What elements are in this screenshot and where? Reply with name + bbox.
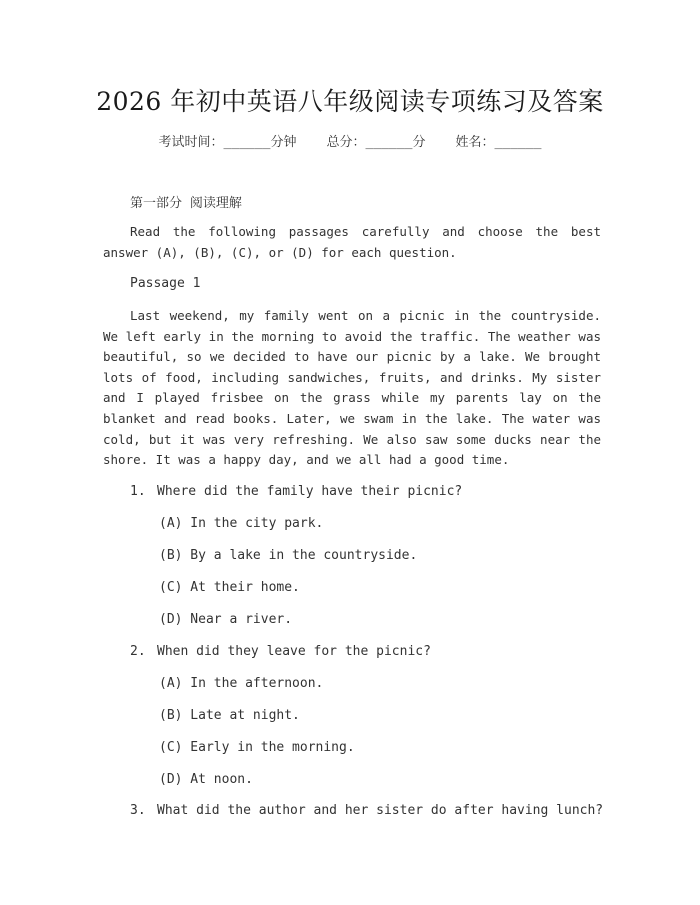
exam-time-field: 考试时间：______分钟 [158,135,297,150]
question-number: 1. [130,484,146,499]
student-name-field: 姓名：______ [455,135,542,150]
total-score-field: 总分：______分 [326,135,426,150]
question-1-option-b: (B) By a lake in the countryside. [159,548,418,563]
question-2-option-b: (B) Late at night. [159,708,300,723]
question-2-option-a: (A) In the afternoon. [159,676,324,691]
passage-text: Last weekend, my family went on a picnic in the countryside. We left early in the morning to avoid the traffic. The weather was beautiful, so we decided to have our picnic by a lake. We brought lots of food, including sandwiches, fruits, and drinks. My sister and I played frisbee on the grass while my parents lay on the blanket and read books. Later, we swam in the lake. The water was cold, but it was very refreshing. We also saw some ducks near the shore. It was a happy day, and we all had a good time. [103,308,601,468]
question-2-option-d: (D) At noon. [159,772,253,787]
question-3 [130,803,603,818]
question-number: 2. [130,644,146,659]
question-1-option-a: (A) In the city park. [159,516,324,531]
question-1-option-c: (C) At their home. [159,580,300,595]
exam-meta [0,131,700,150]
question-text: Where did the family have their picnic? [157,484,463,499]
question-text: What did the author and her sister do after having lunch? [157,803,604,818]
page-title: 2026 年初中英语八年级阅读专项练习及答案 [96,87,604,116]
section-title: 第一部分 阅读理解 [130,196,242,211]
question-1 [130,484,462,499]
question-2-option-c: (C) Early in the morning. [159,740,355,755]
instructions: Read the following passages carefully and choose the best answer (A), (B), (C), or (D) for each question. [103,224,601,260]
question-text: When did they leave for the picnic? [157,644,431,659]
question-2 [130,644,431,659]
passage-label: Passage 1 [130,276,201,291]
question-1-option-d: (D) Near a river. [159,612,293,627]
question-number: 3. [130,803,146,818]
